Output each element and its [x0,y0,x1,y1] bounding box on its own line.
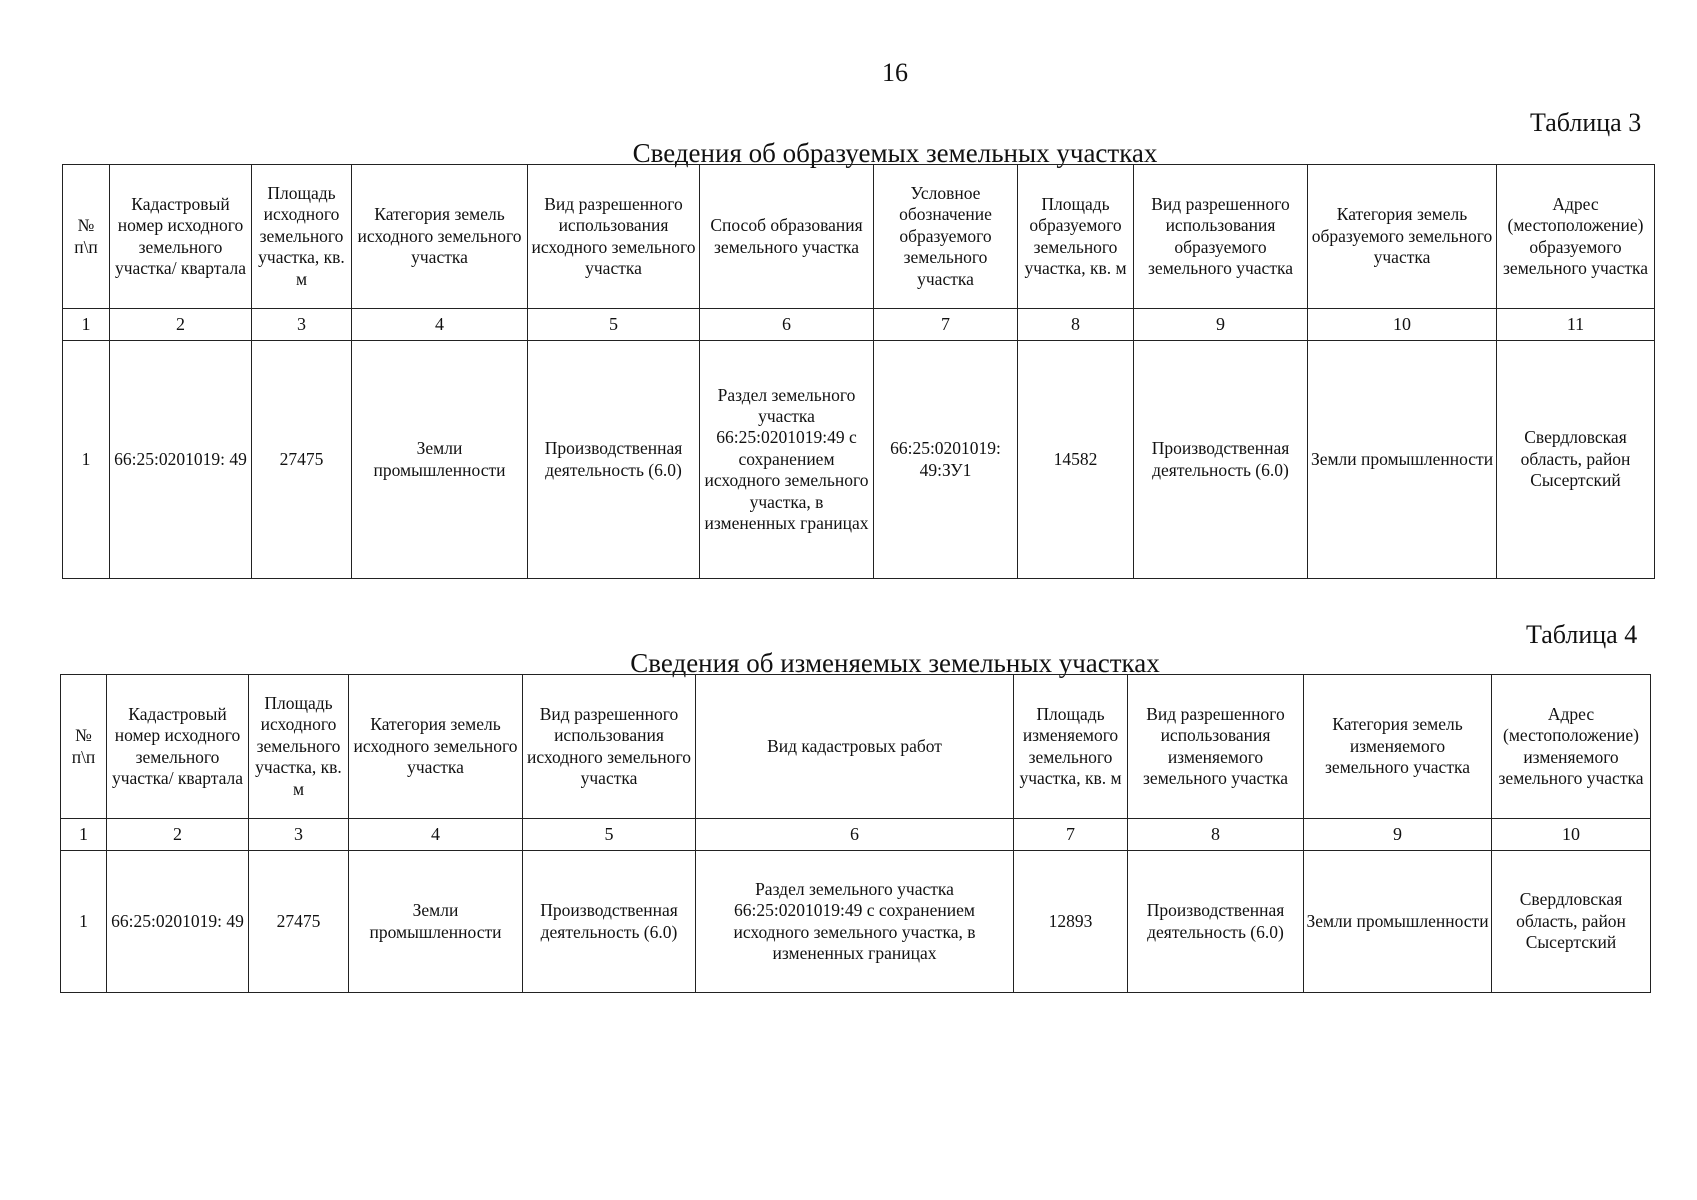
table3-data-cell: 66:25:0201019: 49:ЗУ1 [874,341,1018,579]
table3-number-cell: 9 [1134,309,1308,341]
table3-header-cell: Вид разрешенного использования образуемого земельного участка [1134,165,1308,309]
table3-number-cell: 4 [352,309,528,341]
table4-data-cell: 27475 [249,851,349,993]
table4-header-cell: Площадь изменяемого земельного участка, кв. м [1014,675,1128,819]
table-row [61,851,1651,993]
table4-header-cell: Категория земель изменяемого земельного участка [1304,675,1492,819]
table4-data-cell: Производственная деятельность (6.0) [1128,851,1304,993]
table3-data-cell: Земли промышленности [352,341,528,579]
table3-header-cell: Площадь исходного земельного участка, кв. м [252,165,352,309]
table4-number-row [61,819,1651,851]
table4-data-cell: 66:25:0201019: 49 [107,851,249,993]
table3-data-cell: 14582 [1018,341,1134,579]
table4-number-cell: 7 [1014,819,1128,851]
table3-header-cell: Адрес (местоположение) образуемого земельного участка [1497,165,1655,309]
table4-title: Сведения об изменяемых земельных участках [630,648,1160,678]
table3-number-cell: 7 [874,309,1018,341]
table4-data-cell: Свердловская область, район Сысертский [1492,851,1651,993]
table4-number-cell: 4 [349,819,523,851]
table4-header-cell: Кадастровый номер исходного земельного участка/ квартала [107,675,249,819]
table4-data-cell: Земли промышленности [349,851,523,993]
table4-data-cell: Производственная деятельность (6.0) [523,851,696,993]
table4-number-cell: 2 [107,819,249,851]
table3-number-cell: 1 [63,309,110,341]
table3-header-cell: Категория земель образуемого земельного участка [1308,165,1497,309]
table3-number-row [63,309,1655,341]
table4-header-cell: Площадь исходного земельного участка, кв. м [249,675,349,819]
table3-header-cell: Способ образования земельного участка [700,165,874,309]
table4-header-cell: Вид разрешенного использования исходного земельного участка [523,675,696,819]
page-number: 16 [882,58,908,87]
table3-header-cell: Вид разрешенного использования исходного земельного участка [528,165,700,309]
table4-data-cell: 12893 [1014,851,1128,993]
table4-label: Таблица 4 [1526,620,1638,649]
table3 [62,164,1655,579]
table4-data-cell: 1 [61,851,107,993]
table3-number-cell: 3 [252,309,352,341]
table3-header-cell: № п\п [63,165,110,309]
table3-title: Сведения об образуемых земельных участках [632,138,1158,168]
table3-header-cell: Условное обозначение образуемого земельного участка [874,165,1018,309]
table4-header-row [61,675,1651,819]
table3-number-cell: 6 [700,309,874,341]
table3-header-cell: Кадастровый номер исходного земельного участка/ квартала [110,165,252,309]
table4-number-cell: 10 [1492,819,1651,851]
table4-number-cell: 1 [61,819,107,851]
table3-header-cell: Категория земель исходного земельного участка [352,165,528,309]
table4-number-cell: 5 [523,819,696,851]
table4-number-cell: 6 [696,819,1014,851]
table3-number-cell: 5 [528,309,700,341]
table3-data-cell: Земли промышленности [1308,341,1497,579]
table4-number-cell: 3 [249,819,349,851]
table3-header-row [63,165,1655,309]
table3-data-cell: 66:25:0201019: 49 [110,341,252,579]
table3-data-cell: Производственная деятельность (6.0) [528,341,700,579]
table3-header-cell: Площадь образуемого земельного участка, кв. м [1018,165,1134,309]
table4 [60,674,1651,993]
table3-number-cell: 8 [1018,309,1134,341]
table3-data-cell: Свердловская область, район Сысертский [1497,341,1655,579]
table4-header-cell: Вид кадастровых работ [696,675,1014,819]
table3-number-cell: 11 [1497,309,1655,341]
table4-number-cell: 8 [1128,819,1304,851]
table-row [63,341,1655,579]
table3-label: Таблица 3 [1530,108,1642,137]
table4-data-cell: Раздел земельного участка 66:25:0201019:49 с сохранением исходного земельного участка, в измененных границах [696,851,1014,993]
table3-data-cell: 1 [63,341,110,579]
table3-data-cell: Производственная деятельность (6.0) [1134,341,1308,579]
table4-header-cell: № п\п [61,675,107,819]
table4-number-cell: 9 [1304,819,1492,851]
table4-header-cell: Вид разрешенного использования изменяемого земельного участка [1128,675,1304,819]
table3-number-cell: 10 [1308,309,1497,341]
table3-data-cell: 27475 [252,341,352,579]
table4-header-cell: Адрес (местоположение) изменяемого земельного участка [1492,675,1651,819]
table3-number-cell: 2 [110,309,252,341]
table4-data-cell: Земли промышленности [1304,851,1492,993]
table3-data-cell: Раздел земельного участка 66:25:0201019:49 с сохранением исходного земельного участка, в измененных границах [700,341,874,579]
table4-header-cell: Категория земель исходного земельного участка [349,675,523,819]
